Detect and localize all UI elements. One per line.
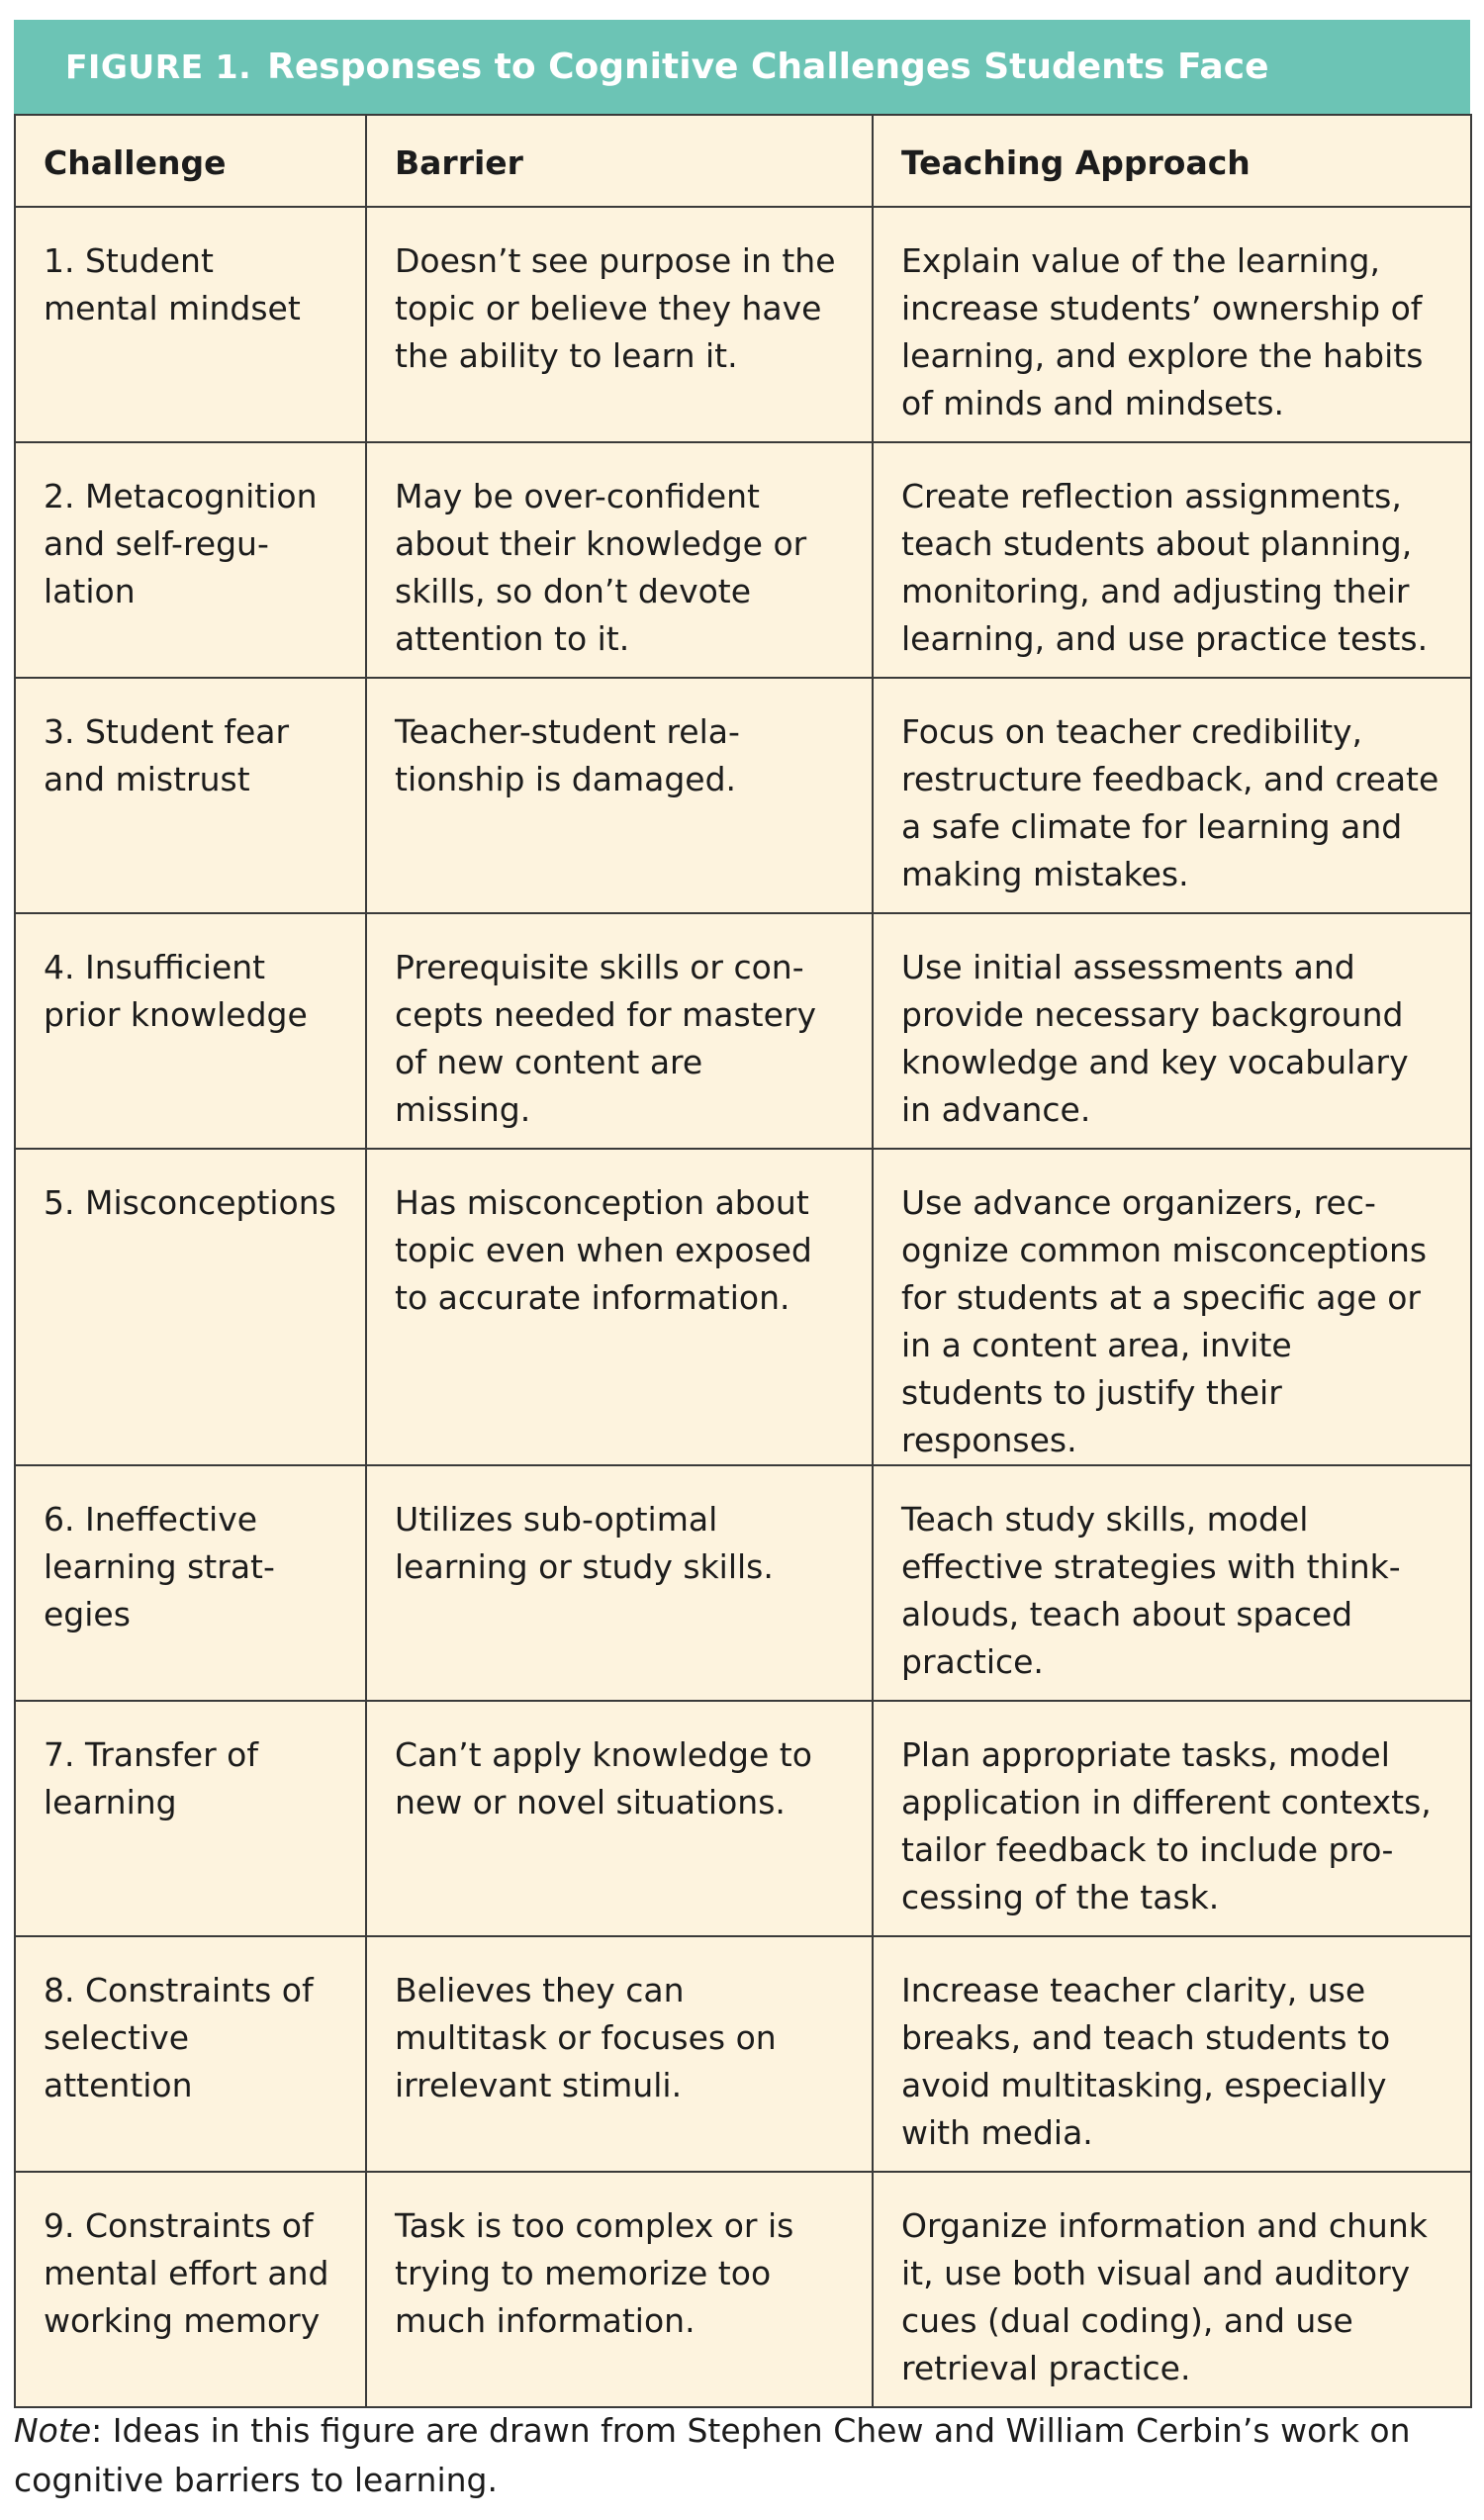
note-label: Note (14, 2411, 92, 2450)
barrier-cell: Can’t apply knowledge to new or novel situations. (366, 1701, 873, 1936)
figure-header (14, 20, 1470, 114)
table-row (15, 913, 1471, 1149)
challenge-cell: 9. Constraints of mental effort and working memory (15, 2172, 366, 2407)
figure-label: FIGURE 1. (65, 47, 252, 86)
approach-cell: Explain value of the learning, increase students’ ownership of learning, and explore the habits of minds and mindsets. (873, 207, 1471, 442)
figure-note (14, 2406, 1470, 2505)
table-row (15, 1465, 1471, 1701)
column-header-barrier: Barrier (366, 115, 873, 207)
challenge-cell: 6. Ineffective learning strategies (15, 1465, 366, 1701)
barrier-cell: Doesn’t see purpose in the topic or believe they have the ability to learn it. (366, 207, 873, 442)
table-row (15, 442, 1471, 678)
table-row (15, 2172, 1471, 2407)
figure (14, 20, 1470, 2408)
table-row (15, 1701, 1471, 1936)
challenges-table (14, 114, 1472, 2408)
barrier-cell: Has misconception about topic even when exposed to accurate information. (366, 1149, 873, 1465)
table-row (15, 1936, 1471, 2172)
table-row (15, 207, 1471, 442)
approach-cell: Teach study skills, model effective strategies with think-alouds, teach about spaced practice. (873, 1465, 1471, 1701)
approach-cell: Use advance organizers, recognize common misconceptions for students at a specific age or in a content area, invite students to justify their responses. (873, 1149, 1471, 1465)
challenge-cell: 1. Student mental mindset (15, 207, 366, 442)
table-header-row (15, 115, 1471, 207)
barrier-cell: May be over-confident about their knowledge or skills, so don’t devote attention to it. (366, 442, 873, 678)
challenge-cell: 2. Metacognition and self-regulation (15, 442, 366, 678)
challenge-cell: 5. Misconceptions (15, 1149, 366, 1465)
column-header-challenge: Challenge (15, 115, 366, 207)
figure-title: Responses to Cognitive Challenges Students Face (267, 47, 1269, 87)
table-row (15, 678, 1471, 913)
barrier-cell: Believes they can multitask or focuses on irrelevant stimuli. (366, 1936, 873, 2172)
barrier-cell: Utilizes sub-optimal learning or study skills. (366, 1465, 873, 1701)
approach-cell: Focus on teacher credibility, restructure feedback, and create a safe climate for learning and making mistakes. (873, 678, 1471, 913)
challenge-cell: 8. Constraints of selective attention (15, 1936, 366, 2172)
approach-cell: Use initial assessments and provide necessary background knowledge and key vocabulary in advance. (873, 913, 1471, 1149)
challenge-cell: 3. Student fear and mistrust (15, 678, 366, 913)
note-text: : Ideas in this figure are drawn from Stephen Chew and William Cerbin’s work on cognitive barriers to learning. (14, 2411, 1411, 2499)
table-row (15, 1149, 1471, 1465)
challenge-cell: 7. Transfer of learning (15, 1701, 366, 1936)
column-header-teaching-approach: Teaching Approach (873, 115, 1471, 207)
approach-cell: Plan appropriate tasks, model application in different contexts, tailor feedback to include processing of the task. (873, 1701, 1471, 1936)
challenge-cell: 4. Insufficient prior knowledge (15, 913, 366, 1149)
barrier-cell: Task is too complex or is trying to memorize too much information. (366, 2172, 873, 2407)
approach-cell: Create reflection assignments, teach students about planning, monitoring, and adjusting their learning, and use practice tests. (873, 442, 1471, 678)
approach-cell: Organize information and chunk it, use both visual and auditory cues (dual coding), and use retrieval practice. (873, 2172, 1471, 2407)
approach-cell: Increase teacher clarity, use breaks, and teach students to avoid multitasking, especially with media. (873, 1936, 1471, 2172)
barrier-cell: Prerequisite skills or concepts needed for mastery of new content are missing. (366, 913, 873, 1149)
barrier-cell: Teacher-student relationship is damaged. (366, 678, 873, 913)
